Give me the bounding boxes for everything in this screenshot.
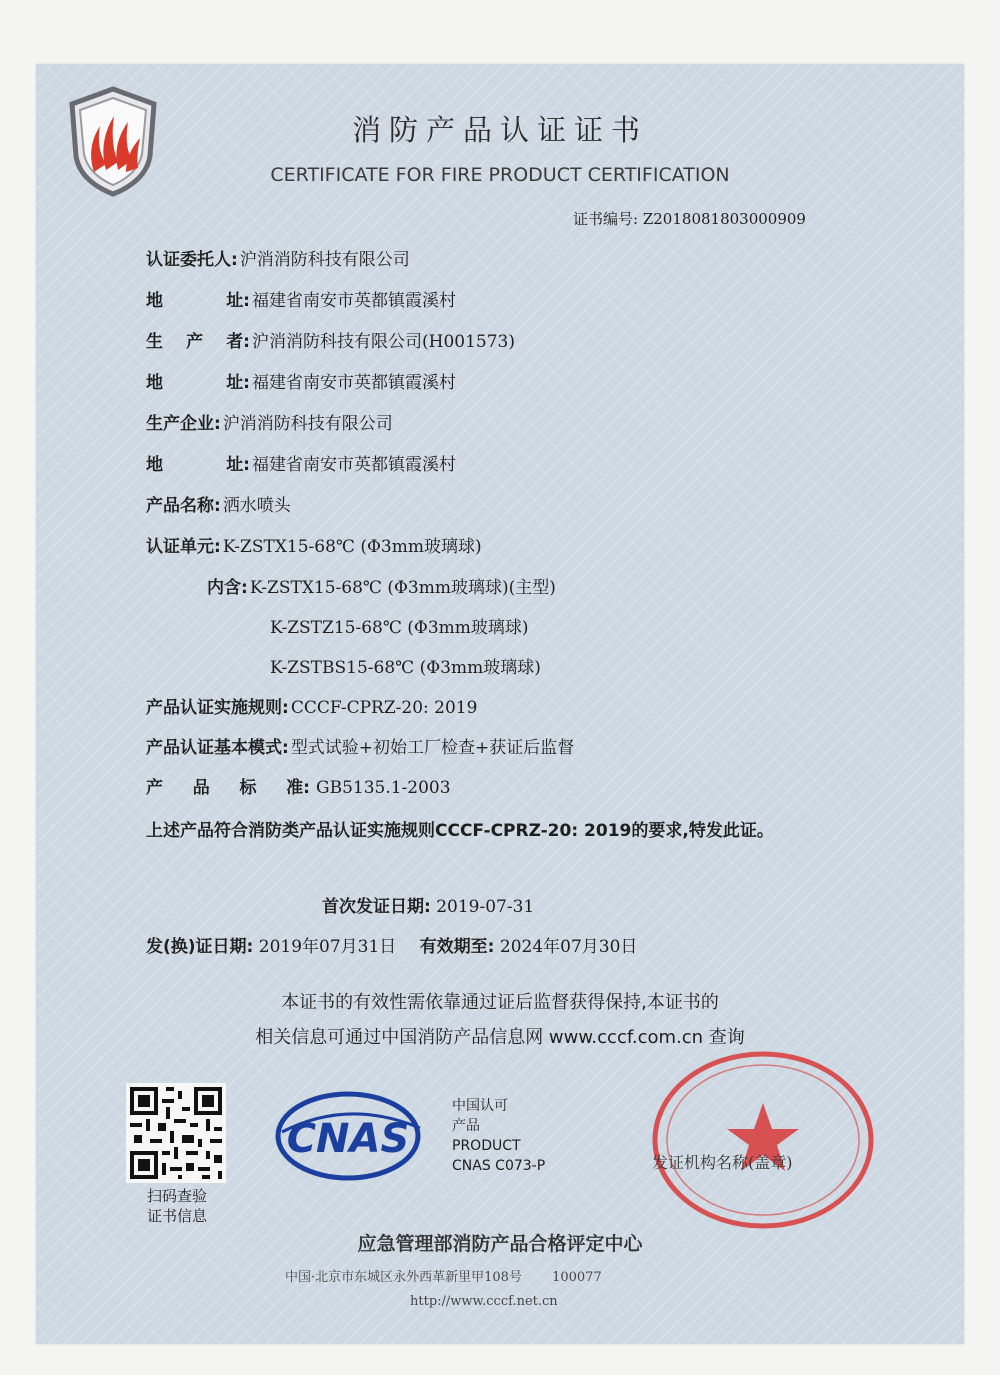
address-label-b: 址: bbox=[226, 455, 250, 475]
contains-row bbox=[207, 573, 556, 598]
unit-value: K-ZSTX15-68℃ (Φ3mm玻璃球) bbox=[222, 537, 482, 557]
std-label-a: 产 bbox=[146, 778, 163, 798]
cnas-logo-text: CNAS bbox=[286, 1116, 410, 1162]
qr-caption-line: 扫码查验 bbox=[146, 1187, 207, 1205]
center-url[interactable]: http://www.cccf.net.cn bbox=[410, 1294, 558, 1309]
producer-row bbox=[146, 327, 515, 352]
mode-label: 产品认证基本模式: bbox=[146, 738, 289, 758]
notice-line: 相关信息可通过中国消防产品信息网 www.cccf.com.cn 查询 bbox=[255, 1027, 745, 1048]
client-label: 认证委托人: bbox=[146, 250, 238, 270]
cnas-accreditation bbox=[452, 1096, 545, 1176]
issue-date-label: 发(换)证日期: bbox=[146, 937, 254, 957]
certificate-title-cn: 消防产品认证证书 bbox=[351, 113, 648, 147]
qr-caption bbox=[138, 1186, 216, 1226]
first-issue-label: 首次发证日期: bbox=[322, 897, 431, 917]
enterprise-value: 沪消消防科技有限公司 bbox=[222, 414, 393, 434]
cert-no-value: Z2018081803000909 bbox=[642, 210, 806, 228]
certification-statement: 上述产品符合消防类产品认证实施规则CCCF-CPRZ-20: 2019的要求,特发此证。 bbox=[146, 821, 774, 841]
unit-label: 认证单元: bbox=[146, 537, 221, 557]
first-issue-value: 2019-07-31 bbox=[436, 897, 535, 917]
address-label-b: 址: bbox=[226, 291, 250, 311]
official-seal bbox=[648, 1045, 878, 1235]
valid-until-value: 2024年07月30日 bbox=[499, 937, 638, 957]
certificate-number bbox=[573, 208, 806, 229]
cnas-line: CNAS C073-P bbox=[452, 1158, 546, 1174]
rule-value: CCCF-CPRZ-20: 2019 bbox=[290, 698, 478, 718]
mode-value: 型式试验+初始工厂检查+获证后监督 bbox=[290, 738, 575, 758]
enterprise-address-value: 福建省南安市英都镇霞溪村 bbox=[252, 455, 456, 475]
valid-until-label: 有效期至: bbox=[419, 937, 495, 957]
rule-label: 产品认证实施规则: bbox=[146, 698, 289, 718]
client-address-value: 福建省南安市英都镇霞溪村 bbox=[252, 291, 456, 311]
client-value: 沪消消防科技有限公司 bbox=[239, 250, 410, 270]
client-row bbox=[146, 245, 410, 270]
std-label-b: 品 bbox=[192, 778, 210, 798]
producer-label-a: 生 bbox=[146, 332, 163, 352]
contains-item: K-ZSTZ15-68℃ (Φ3mm玻璃球) bbox=[270, 618, 529, 638]
producer-address-row bbox=[146, 368, 456, 393]
contains-label: 内含: bbox=[207, 578, 248, 598]
product-row bbox=[146, 491, 291, 516]
producer-value: 沪消消防科技有限公司(H001573) bbox=[252, 332, 515, 352]
qr-code[interactable] bbox=[126, 1083, 226, 1183]
address-label-a: 地 bbox=[146, 455, 163, 475]
client-address-row bbox=[146, 286, 456, 311]
contains-item: K-ZSTBS15-68℃ (Φ3mm玻璃球) bbox=[270, 658, 541, 678]
cert-no-label: 证书编号: bbox=[573, 210, 639, 228]
rule-row bbox=[146, 693, 477, 718]
address-text: 中国·北京市东城区永外西革新里甲108号 bbox=[285, 1270, 522, 1285]
producer-label-b: 产 bbox=[186, 332, 204, 352]
enterprise-row bbox=[146, 409, 393, 434]
mode-row bbox=[146, 733, 574, 758]
postcode: 100077 bbox=[552, 1270, 602, 1285]
cnas-line: 产品 bbox=[452, 1118, 480, 1134]
standard-row bbox=[146, 773, 451, 798]
cnas-line: 中国认可 bbox=[452, 1098, 508, 1114]
contains-item: K-ZSTX15-68℃ (Φ3mm玻璃球)(主型) bbox=[249, 578, 556, 598]
producer-label-c: 者: bbox=[226, 332, 250, 352]
certificate-title-en: CERTIFICATE FOR FIRE PRODUCT CERTIFICATION bbox=[270, 164, 730, 186]
unit-row bbox=[146, 532, 482, 557]
first-issue-date bbox=[322, 892, 534, 917]
enterprise-label: 生产企业: bbox=[146, 414, 221, 434]
cnas-line: PRODUCT bbox=[452, 1138, 521, 1154]
std-label-c: 标 bbox=[239, 778, 257, 798]
enterprise-address-row bbox=[146, 450, 456, 475]
cnas-logo bbox=[270, 1088, 426, 1184]
issuing-center-name: 应急管理部消防产品合格评定中心 bbox=[357, 1233, 643, 1255]
issuer-label: 发证机构名称(盖章) bbox=[652, 1153, 793, 1172]
address-label-b: 址: bbox=[226, 373, 250, 393]
address-label-a: 地 bbox=[146, 373, 163, 393]
producer-address-value: 福建省南安市英都镇霞溪村 bbox=[252, 373, 456, 393]
address-label-a: 地 bbox=[146, 291, 163, 311]
qr-caption-line: 证书信息 bbox=[146, 1207, 207, 1225]
standard-value: GB5135.1-2003 bbox=[316, 778, 451, 798]
std-label-d: 准: bbox=[286, 778, 310, 798]
center-address bbox=[285, 1266, 602, 1285]
notice-line: 本证书的有效性需依靠通过证后监督获得保持,本证书的 bbox=[281, 992, 719, 1013]
issue-date-value: 2019年07月31日 bbox=[258, 937, 397, 957]
product-value: 洒水喷头 bbox=[222, 496, 291, 516]
issue-validity-line bbox=[146, 932, 637, 957]
product-label: 产品名称: bbox=[146, 496, 221, 516]
